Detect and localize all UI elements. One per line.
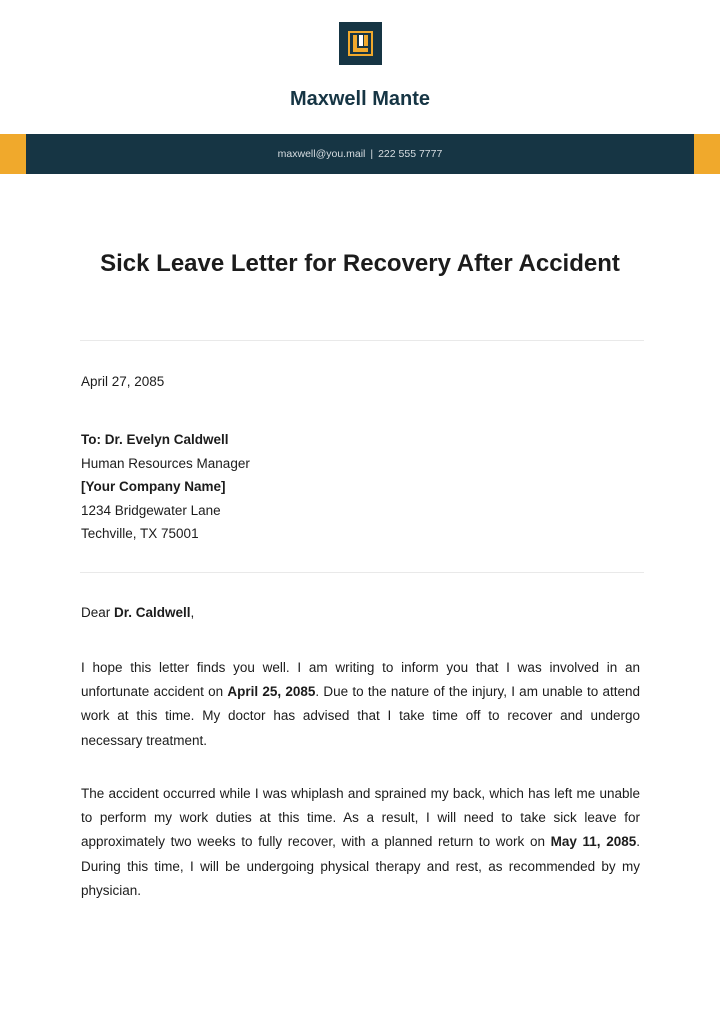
logo-mark (347, 30, 374, 57)
building-logo-icon (339, 22, 382, 65)
divider-top (80, 340, 644, 341)
salutation (81, 605, 194, 620)
paragraph-2 (81, 782, 640, 903)
salutation-suffix: , (190, 605, 195, 620)
paragraph-2-text-b: . During this time, I will be undergoing physical therapy and rest, as recommended by my physician. (81, 834, 640, 898)
recipient-block (81, 428, 250, 546)
salutation-prefix: Dear (81, 605, 115, 620)
recipient-name: To: Dr. Evelyn Caldwell (81, 432, 229, 447)
sender-name: Maxwell Mante (289, 88, 431, 110)
paragraph-1-text-b: . Due to the nature of the injury, I am unable to attend work at this time. My doctor has advised that I take time off to recover and undergo necessary treatment. (81, 684, 641, 748)
phone-number[interactable]: 222 555 7777 (378, 148, 443, 160)
divider-middle (80, 572, 644, 573)
email-link[interactable]: maxwell@you.mail (277, 148, 366, 160)
paragraph-1-text-a: I hope this letter finds you well. I am writing to inform you that I was involved in an unfortunate accident on (81, 660, 640, 700)
paragraph-2-text-a: The accident occurred while I was whiplash and sprained my back, which has left me unable to perform my work duties at this time. As a result, I will need to take sick leave for approximately two weeks to fully recover, with a planned return to work on (81, 786, 640, 850)
letter-date: April 27, 2085 (81, 374, 165, 389)
document-title: Sick Leave Letter for Recovery After Accident (100, 250, 620, 277)
contact-bar (26, 134, 694, 174)
recipient-position: Human Resources Manager (81, 455, 250, 471)
recipient-street: 1234 Bridgewater Lane (81, 502, 221, 518)
return-date: May 11, 2085 (550, 834, 637, 850)
recipient-city: Techville, TX 75001 (81, 526, 199, 542)
contact-separator: | (370, 148, 374, 160)
recipient-company: [Your Company Name] (81, 479, 226, 495)
paragraph-1 (81, 656, 640, 753)
salutation-name: Dr. Caldwell (114, 605, 191, 620)
accident-date: April 25, 2085 (227, 684, 316, 700)
